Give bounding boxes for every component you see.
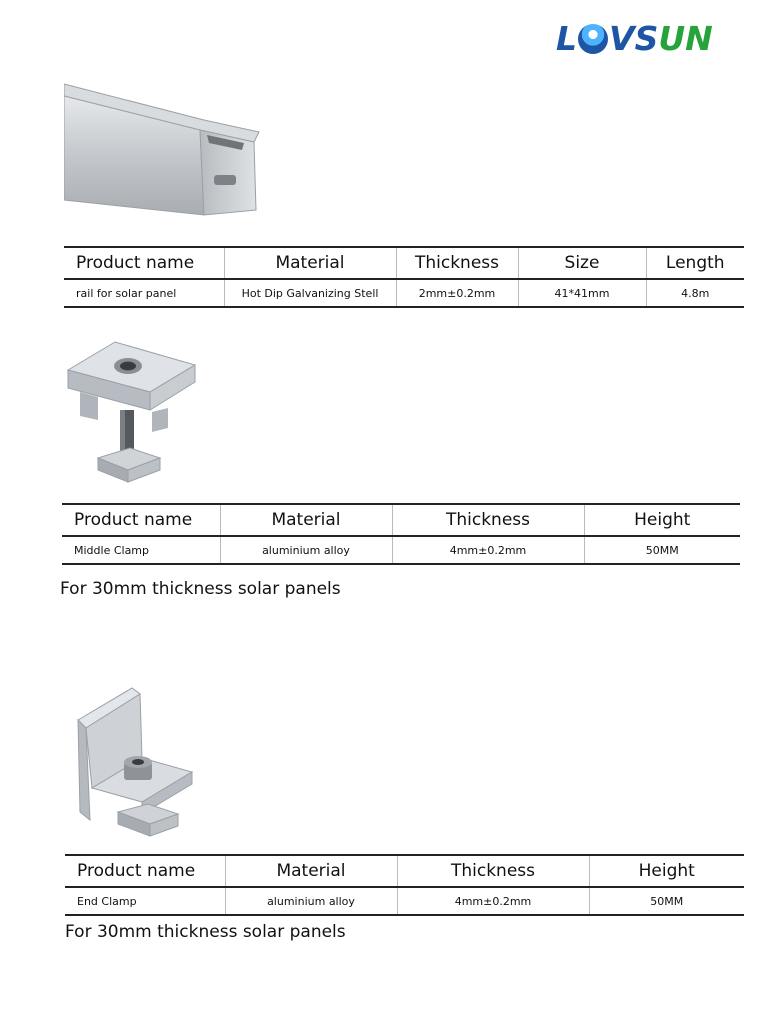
header-height: Height (584, 504, 740, 536)
cell-thickness: 2mm±0.2mm (396, 279, 518, 307)
cell-height: 50MM (589, 887, 744, 915)
cell-size: 41*41mm (518, 279, 646, 307)
header-thickness: Thickness (396, 247, 518, 279)
cell-product-name: Middle Clamp (62, 536, 220, 564)
logo-sun-icon (578, 24, 608, 54)
header-material: Material (225, 855, 397, 887)
header-height: Height (589, 855, 744, 887)
end-clamp-note: For 30mm thickness solar panels (65, 922, 346, 942)
header-length: Length (646, 247, 744, 279)
lovsun-logo (556, 18, 742, 58)
cell-material: aluminium alloy (225, 887, 397, 915)
table-row (65, 887, 744, 915)
table-header-row (64, 247, 744, 279)
cell-material: aluminium alloy (220, 536, 392, 564)
cell-thickness: 4mm±0.2mm (392, 536, 584, 564)
middle-clamp-spec-table (62, 503, 740, 565)
end-clamp-image (70, 680, 210, 845)
end-clamp-spec-table (65, 854, 744, 916)
table-row (62, 536, 740, 564)
cell-product-name: rail for solar panel (64, 279, 224, 307)
header-thickness: Thickness (397, 855, 589, 887)
header-product-name: Product name (62, 504, 220, 536)
logo-text-l: L (556, 18, 578, 58)
cell-material: Hot Dip Galvanizing Stell (224, 279, 396, 307)
table-header-row (65, 855, 744, 887)
header-product-name: Product name (64, 247, 224, 279)
middle-clamp-image (60, 330, 210, 490)
rail-spec-table (64, 246, 744, 308)
cell-product-name: End Clamp (65, 887, 225, 915)
header-product-name: Product name (65, 855, 225, 887)
table-row (64, 279, 744, 307)
logo-text-vs: VS (609, 18, 659, 58)
table-header-row (62, 504, 740, 536)
cell-height: 50MM (584, 536, 740, 564)
rail-image (64, 80, 264, 220)
cell-length: 4.8m (646, 279, 744, 307)
header-thickness: Thickness (392, 504, 584, 536)
logo-text-un: UN (658, 18, 713, 58)
header-material: Material (224, 247, 396, 279)
header-material: Material (220, 504, 392, 536)
cell-thickness: 4mm±0.2mm (397, 887, 589, 915)
middle-clamp-note: For 30mm thickness solar panels (60, 579, 341, 599)
header-size: Size (518, 247, 646, 279)
